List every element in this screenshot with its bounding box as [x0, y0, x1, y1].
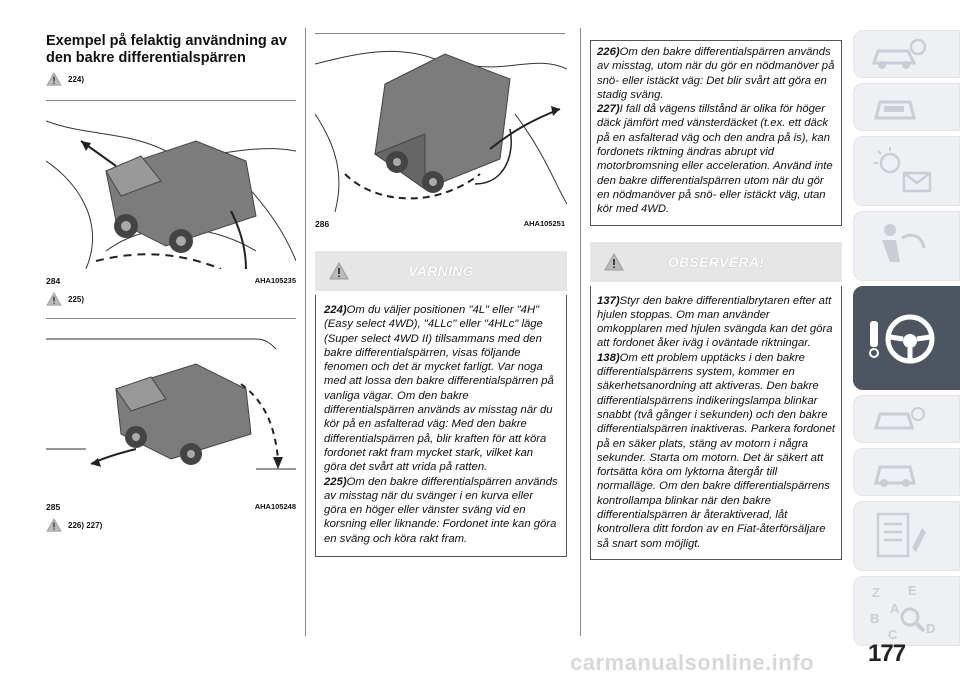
note-item [597, 351, 835, 551]
warning-title: VARNING [408, 263, 474, 279]
watermark: carmanualsonline.info [570, 650, 814, 675]
svg-text:C: C [888, 627, 898, 642]
item-text: Om den bakre differentialspärren används av misstag, utom när du gör en nödmanöver på snö- eller istäckt väg: Det blir svårt att göra en stadig sväng. [597, 46, 835, 101]
lights-mail-icon [868, 143, 938, 199]
car-dashboard-icon [868, 90, 928, 126]
figure-code: AHA105235 [254, 276, 296, 285]
figure-code: AHA105248 [254, 502, 296, 511]
figure-number: 285 [46, 502, 61, 512]
figure-284 [46, 100, 296, 286]
tab-maintenance[interactable] [853, 448, 960, 496]
tab-technical-data[interactable] [853, 501, 960, 571]
figure-number: 286 [315, 219, 330, 229]
figure-number: 284 [46, 276, 61, 286]
item-text: Om du väljer positionen "4L" eller "4H" (Easy select 4WD), "4LLc" eller "4HLc" läge (Super select 4WD II) tillsammans med den bakre differentialspärren, visas följande fenomen och det är mycket farligt. Var noga med att lossa den bakre differentialspärren på vanliga vägar. Om den bakre differentialspärren används av misstag när du kör på en asfalterad väg: Med den bakre differentialspärren på, blir kraften för att köra fordonet rakt fram mycket stark, vilket kan göra det svårt att vrida på ratten. [324, 304, 554, 474]
tab-safety[interactable] [853, 211, 960, 281]
warning-ref-225 [46, 292, 296, 306]
ref-text: 224) [68, 74, 85, 84]
tab-emergency[interactable] [853, 395, 960, 443]
service-car-icon [868, 455, 928, 491]
tab-dashboard[interactable] [853, 83, 960, 131]
svg-text:D: D [926, 621, 936, 636]
svg-text:A: A [890, 601, 900, 616]
tab-index[interactable] [853, 576, 960, 646]
column-3 [590, 0, 842, 560]
svg-text:B: B [870, 611, 880, 626]
airbag-seat-icon [868, 218, 938, 274]
warning-triangle-icon [46, 292, 62, 306]
section-title: Exempel på felaktig användning av den bakre differentialspärren [46, 33, 287, 66]
figure-caption [46, 276, 296, 286]
warning-item [597, 102, 835, 216]
warning-item [324, 303, 558, 475]
tab-lights[interactable] [853, 136, 960, 206]
note-box [590, 242, 842, 560]
figure-286 [315, 33, 565, 229]
warning-ref-224 [46, 72, 296, 86]
column-2 [315, 0, 567, 557]
column-divider [580, 28, 581, 636]
item-id: 138) [597, 351, 620, 364]
warning-ref-226-227 [46, 518, 296, 532]
specs-list-icon [868, 508, 938, 564]
tab-car-info[interactable] [853, 30, 960, 78]
chapter-sidebar [853, 30, 960, 651]
warning-continued-box [590, 40, 842, 226]
svg-text:E: E [908, 583, 917, 598]
index-abc-icon [868, 583, 948, 647]
figure-code: AHA105251 [523, 219, 565, 228]
column-divider [305, 28, 306, 636]
warning-item [324, 475, 558, 546]
item-id: 137) [597, 294, 620, 307]
car-turn-illustration [46, 319, 296, 495]
figure-285 [46, 318, 296, 512]
warning-triangle-icon [46, 518, 62, 532]
item-text: Styr den bakre differentialbrytaren efter att hjulen stoppas. Om man använder omkopplaren med hjulen svängda kan det göra att fordonet åker iväg i oväntade riktningar. [597, 294, 833, 350]
ref-text: 226) 227) [68, 520, 103, 530]
svg-text:Z: Z [872, 585, 880, 600]
item-text: Om den bakre differentialspärren används av misstag när du svänger i en kurva eller göra en höger eller vänster sväng vid en korsning eller liknande: Fordonet inte kan göra en sväng och köra rakt fram. [324, 475, 558, 545]
car-info-icon [868, 37, 928, 73]
figure-caption [315, 219, 565, 229]
warning-header [315, 251, 567, 291]
warning-box [315, 251, 567, 557]
note-title: OBSERVERA! [667, 253, 765, 270]
note-body [590, 286, 842, 560]
item-id: 224) [324, 304, 347, 316]
ref-text: 225) [68, 294, 85, 304]
item-id: 225) [324, 475, 347, 488]
tab-starting-driving[interactable] [853, 286, 960, 390]
breakdown-icon [868, 402, 928, 438]
item-text: Om ett problem upptäcks i den bakre differentialspärrens system, kommer en säkerhetsanordning att aktiveras. Den bakre differentialspärrens indikeringslampa blinkar snabbt (två gånger i sekunden) och den bakre differentialspärren inaktiveras. Parkera fordonet på en säker plats, stäng av motorn i några sekunder. Starta om motorn. Det är säkert att fortsätta köra om lyktorna återgår till normalläge. Om den bakre differentialspärrens kontrollampa blinkar när den bakre differentialspärren är återaktiverad, låt kontrollera ditt fordon av en Fiat-återförsäljare så snart som möjligt. [597, 351, 835, 550]
warning-body [315, 295, 567, 557]
warning-triangle-icon [46, 72, 62, 86]
page-number: 177 [868, 640, 906, 667]
item-text: I fall då vägens tillstånd är olika för höger däck jämfört med vänsterdäcket (t.ex. ett däck på en asfalterad väg och den andra på is), kan fordonets riktning ändras abrupt vid motorbromsning eller acceleration. Använd inte den bakre differentialspärren utom när du gör en nödmanöver på snö- eller istäckt väg, utan kör med 4WD. [597, 103, 833, 216]
car-offroad-illustration [315, 34, 567, 212]
item-id: 226) [597, 46, 620, 58]
item-id: 227) [597, 103, 620, 116]
warning-triangle-icon [604, 253, 624, 271]
warning-triangle-icon [329, 262, 349, 280]
steering-key-icon [866, 311, 946, 367]
car-slope-illustration [46, 101, 296, 269]
column-1 [46, 0, 296, 532]
figure-caption [46, 502, 296, 512]
warning-item [597, 45, 835, 102]
note-header [590, 242, 842, 282]
note-item [597, 294, 835, 351]
